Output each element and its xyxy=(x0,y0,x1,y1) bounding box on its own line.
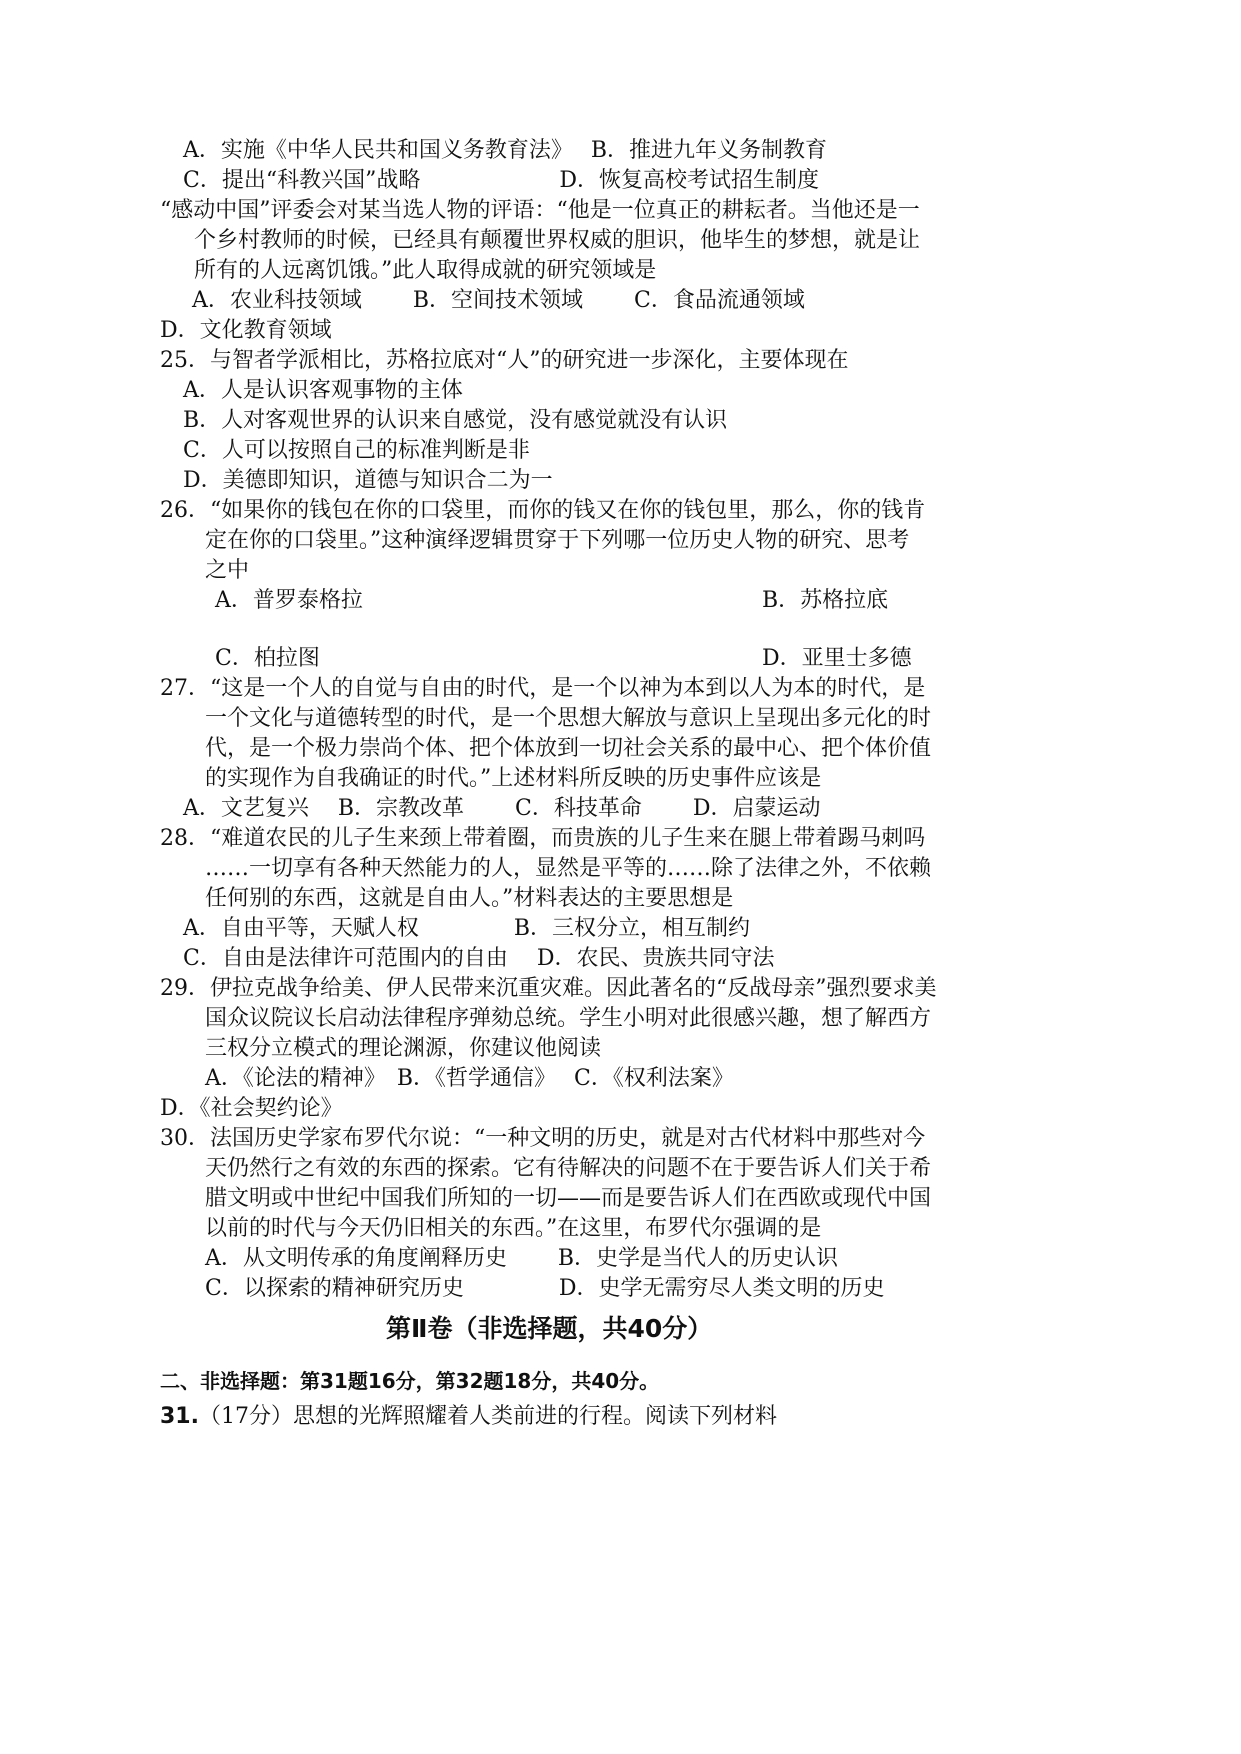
q24-stem-line2: 个乡村教师的时候，已经具有颠覆世界权威的胆识，他毕生的梦想，就是让 xyxy=(194,228,921,253)
q25-option-b: B．人对客观世界的认识来自感觉，没有感觉就没有认识 xyxy=(183,408,728,433)
q30-stem-line3: 腊文明或中世纪中国我们所知的一切——而是要告诉人们在西欧或现代中国 xyxy=(205,1186,932,1211)
q23-options-cd: C．提出“科教兴国”战略 D．恢复高校考试招生制度 xyxy=(183,168,819,193)
q26-option-b: B．苏格拉底 xyxy=(762,588,889,613)
q31-number: 31. xyxy=(160,1404,199,1429)
q27-options: A．文艺复兴 B．宗教改革 C．科技革命 D．启蒙运动 xyxy=(183,796,821,821)
q26-stem-line1: 26．“如果你的钱包在你的口袋里，而你的钱又在你的钱包里，那么，你的钱肯 xyxy=(160,498,926,523)
q27-stem-line2: 一个文化与道德转型的时代，是一个思想大解放与意识上呈现出多元化的时 xyxy=(205,706,932,731)
q27-stem-line4: 的实现作为自我确证的时代。”上述材料所反映的历史事件应该是 xyxy=(205,766,822,791)
q25-option-c: C．人可以按照自己的标准判断是非 xyxy=(183,438,530,463)
q31-line xyxy=(160,1402,777,1432)
q30-stem-line2: 天仍然行之有效的东西的探索。它有待解决的问题不在于要告诉人们关于希 xyxy=(205,1156,932,1181)
q24-stem-line1: “感动中国”评委会对某当选人物的评语：“他是一位真正的耕耘者。当他还是一 xyxy=(160,198,920,223)
q26-option-d: D．亚里士多德 xyxy=(762,646,912,671)
q25-option-a: A．人是认识客观事物的主体 xyxy=(183,378,463,403)
q24-stem-line3: 所有的人远离饥饿。”此人取得成就的研究领域是 xyxy=(194,258,657,283)
q26-option-a: A．普罗泰格拉 xyxy=(215,588,363,613)
q26-stem-line3: 之中 xyxy=(205,558,250,583)
q24-option-d: D．文化教育领域 xyxy=(160,318,332,343)
q25-stem: 25．与智者学派相比，苏格拉底对“人”的研究进一步深化，主要体现在 xyxy=(160,348,849,373)
q28-stem-line2: ……一切享有各种天然能力的人，显然是平等的……除了法律之外，不依赖 xyxy=(205,856,932,881)
q23-options-ab: A．实施《中华人民共和国义务教育法》 B．推进九年义务制教育 xyxy=(183,138,828,163)
q25-option-d: D．美德即知识，道德与知识合二为一 xyxy=(183,468,553,493)
section2-header: 二、非选择题：第31题16分，第32题18分，共40分。 xyxy=(160,1369,660,1393)
q24-options-abc: A．农业科技领域 B．空间技术领域 C．食品流通领域 xyxy=(192,288,805,313)
q29-options-abc: A．《论法的精神》 B．《哲学通信》 C．《权利法案》 xyxy=(205,1066,734,1091)
q28-stem-line3: 任何别的东西，这就是自由人。”材料表达的主要思想是 xyxy=(205,886,734,911)
q29-stem-line3: 三权分立模式的理论渊源，你建议他阅读 xyxy=(205,1036,602,1061)
q26-stem-line2: 定在你的口袋里。”这种演绎逻辑贯穿于下列哪一位历史人物的研究、思考 xyxy=(205,528,910,553)
q26-option-c: C．柏拉图 xyxy=(215,646,320,671)
q29-stem-line2: 国众议院议长启动法律程序弹劾总统。学生小明对此很感兴趣，想了解西方 xyxy=(205,1006,932,1031)
q30-stem-line4: 以前的时代与今天仍旧相关的东西。”在这里，布罗代尔强调的是 xyxy=(205,1216,822,1241)
q27-stem-line1: 27．“这是一个人的自觉与自由的时代，是一个以神为本到以人为本的时代，是 xyxy=(160,676,926,701)
part2-title: 第Ⅱ卷（非选择题，共40分） xyxy=(386,1314,713,1343)
q31-text: （17分）思想的光辉照耀着人类前进的行程。阅读下列材料 xyxy=(198,1404,777,1429)
q30-options-cd: C．以探索的精神研究历史 D．史学无需穷尽人类文明的历史 xyxy=(205,1276,885,1301)
q28-options-cd: C．自由是法律许可范围内的自由 D．农民、贵族共同守法 xyxy=(183,946,775,971)
q28-stem-line1: 28．“难道农民的儿子生来颈上带着圈，而贵族的儿子生来在腿上带着踢马刺吗 xyxy=(160,826,926,851)
q29-option-d: D．《社会契约论》 xyxy=(160,1096,343,1121)
q29-stem-line1: 29．伊拉克战争给美、伊人民带来沉重灾难。因此著名的“反战母亲”强烈要求美 xyxy=(160,976,937,1001)
q30-options-ab: A．从文明传承的角度阐释历史 B．史学是当代人的历史认识 xyxy=(205,1246,839,1271)
q27-stem-line3: 代，是一个极力崇尚个体、把个体放到一切社会关系的最中心、把个体价值 xyxy=(205,736,932,761)
q30-stem-line1: 30．法国历史学家布罗代尔说：“一种文明的历史，就是对古代材料中那些对今 xyxy=(160,1126,926,1151)
q28-options-ab: A．自由平等，天赋人权 B．三权分立，相互制约 xyxy=(183,916,751,941)
